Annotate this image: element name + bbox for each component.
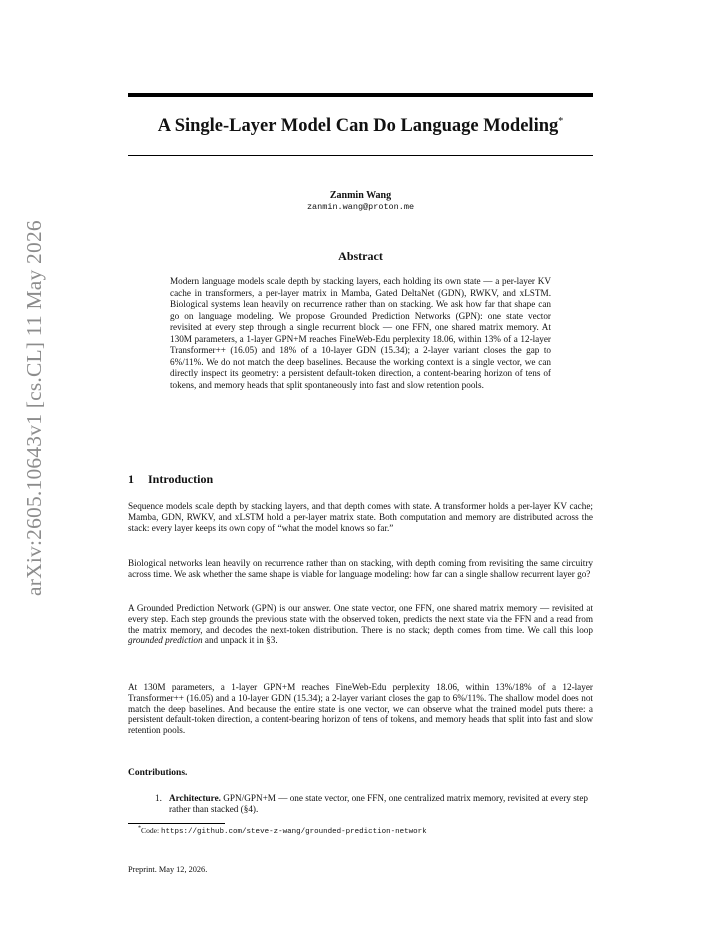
intro-paragraph-3-emphasis: grounded prediction [128,635,203,646]
paper-title [128,116,593,137]
author-email: zanmin.wang@proton.me [306,202,415,212]
intro-paragraph-4: At 130M parameters, a 1-layer GPN+M reaches FineWeb-Edu perplexity 18.06, within 13%/18% of a 12-layer Transformer++ (16.05) and a 10-layer GDN (15.34); a 2-layer variant closes the gap to 6%/11%. The shallow model does not match the deep baselines. And because the entire state is one vector, we can observe what the trained model puts there: a persistent default-token direction, a content-bearing horizon of tens of tokens, and memory heads that split into fast and slow retention pools. [128,682,593,736]
footnote-label: Code: [141,826,162,835]
list-item-number: 1. [155,793,162,803]
code-repository-link[interactable]: https://github.com/steve-z-wang/grounded-prediction-network [161,828,427,836]
intro-paragraph-3-after: and unpack it in §3. [202,635,278,646]
intro-paragraph-2: Biological networks lean heavily on recurrence rather than on stacking, with depth coming from revisiting the same circuitry across time. We ask whether the same shape is viable for language modeling: how far can a single shallow recurrent layer go? [128,558,593,579]
footnote-mark: * [138,825,141,832]
footnote-rule [128,823,225,824]
section-number: 1 [128,472,134,486]
title-bottom-rule [128,155,593,156]
list-item-lead: Architecture. [169,793,221,803]
footnote [138,826,427,836]
abstract-heading: Abstract [338,249,383,263]
paper-title-text: A Single-Layer Model Can Do Language Modeling [157,116,559,136]
contributions-heading: Contributions. [128,768,188,778]
author-name: Zanmin Wang [329,190,392,201]
intro-paragraph-3-before: A Grounded Prediction Network (GPN) is our answer. One state vector, one FFN, one shared matrix memory — revisited at every step. Each step grounds the previous state with the observed token, predicts the next state via the FFN and a read from the matrix memory, and decodes the next-token distribution. There is no stack; depth comes from time. We call this loop [128,603,593,635]
section-heading-introduction [128,472,213,487]
list-item-text: GPN/GPN+M — one state vector, one FFN, one centralized matrix memory, revisited at every step rather than stacked (§4). [169,793,589,814]
preprint-note: Preprint. May 12, 2026. [128,865,208,874]
arxiv-identifier-watermark: arXiv:2605.10643v1 [cs.CL] 11 May 2026 [22,220,46,596]
section-title-text: Introduction [148,472,214,486]
intro-paragraph-1: Sequence models scale depth by stacking layers, and that depth comes with state. A transformer holds a per-layer KV cache; Mamba, GDN, RWKV, and xLSTM hold a per-layer matrix state. Both computation and memory are distributed across the stack: every layer keeps its own copy of “what the model knows so far.” [128,501,593,533]
abstract-text: Modern language models scale depth by stacking layers, each holding its own state — a per-layer KV cache in transformers, a per-layer matrix in Mamba, Gated DeltaNet (GDN), RWKV, and xLSTM. Biological systems lean heavily on recurrence rather than on stacking. We ask how far that shape can go on language modeling. We propose Grounded Prediction Networks (GPN): one state vector revisited at every step through a single recurrent block — one FFN, one shared matrix memory. At 130M parameters, a 1-layer GPN+M reaches FineWeb-Edu perplexity 18.06, within 13% of a 12-layer Transformer++ (16.05) and 18% of a 10-layer GDN (15.34); a 2-layer variant closes the gap to 6%/11%. We do not match the deep baselines. Because the working context is a single vector, we can directly inspect its geometry: a persistent default-token direction, a content-bearing horizon of tens of tokens, and memory heads that split spontaneously into fast and slow retention pools. [170,276,551,390]
list-item-body [169,793,593,815]
title-top-rule [128,93,593,97]
list-item [155,793,593,815]
title-footnote-mark: * [558,115,564,127]
intro-paragraph-3 [128,603,593,646]
